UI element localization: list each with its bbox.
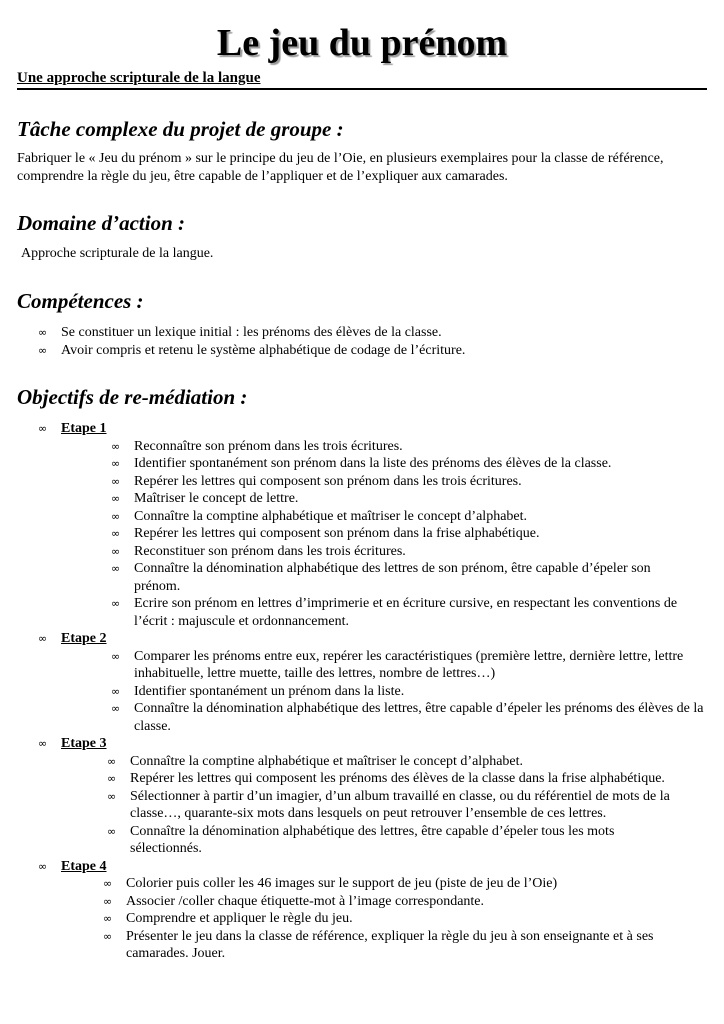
stage-4: [0, 858, 724, 876]
stage-1: [0, 420, 724, 438]
infinity-bullet-icon: ∞: [38, 859, 48, 873]
infinity-bullet-icon: ∞: [107, 789, 117, 803]
list-item: ∞ Reconnaître son prénom dans les trois écritures.: [111, 438, 403, 454]
domain-text: Approche scripturale de la langue.: [21, 246, 214, 261]
document-subtitle: Une approche scripturale de la langue: [17, 69, 707, 90]
list-item: ∞ Repérer les lettres qui composent les prénoms des élèves de la classe dans la frise alphabétique.: [107, 771, 665, 786]
list-item: ∞ Connaître la comptine alphabétique et maîtriser le concept d’alphabet.: [107, 753, 524, 769]
stage-label: Etape 1: [61, 421, 107, 436]
infinity-bullet-icon: ∞: [103, 929, 113, 943]
task-heading: Tâche complexe du projet de groupe :: [17, 117, 344, 141]
skills-list: [0, 324, 724, 359]
infinity-bullet-icon: ∞: [103, 912, 113, 925]
document-title: Le jeu du prénom: [216, 22, 508, 64]
infinity-bullet-icon: ∞: [111, 509, 121, 523]
list-item: ∞ Connaître la dénomination alphabétique des lettres, être capable d’épeler tous les mots sélectionnés.: [107, 823, 615, 856]
infinity-bullet-icon: ∞: [111, 649, 121, 663]
infinity-bullet-icon: ∞: [111, 457, 121, 470]
task-text: Fabriquer le « Jeu du prénom » sur le principe du jeu de l’Oie, en plusieurs exemplaires pour la classe de référence, comprendre la règle du jeu, être capable de l’appliquer et de l’expliquer aux camarades.: [17, 151, 664, 184]
infinity-bullet-icon: ∞: [111, 562, 121, 575]
infinity-bullet-icon: ∞: [111, 597, 121, 610]
list-item: ∞ Avoir compris et retenu le système alphabétique de codage de l’écriture.: [38, 342, 466, 358]
list-item: ∞ Connaître la comptine alphabétique et maîtriser le concept d’alphabet.: [111, 508, 528, 524]
list-item: ∞ Sélectionner à partir d’un imagier, d’un album travaillé en classe, ou du référentiel de mots de la classe…, quarante-six mots dans lesquels on peut retrouver l’ensemble de ces lettres.: [107, 788, 670, 821]
domain-heading: Domaine d’action :: [17, 211, 185, 235]
infinity-bullet-icon: ∞: [111, 702, 121, 715]
stage-2: [0, 630, 724, 648]
list-item: ∞ Comparer les prénoms entre eux, repérer les caractéristiques (première lettre, dernière lettre, lettre inhabituelle, lettre muette, taille des lettres, nombre de lettres…): [111, 648, 684, 681]
infinity-bullet-icon: ∞: [38, 422, 48, 435]
list-item: ∞ Maîtriser le concept de lettre.: [111, 491, 299, 506]
infinity-bullet-icon: ∞: [111, 544, 121, 558]
list-item: ∞ Présenter le jeu dans la classe de référence, expliquer la règle du jeu à son enseignante et à ses camarades. Jouer.: [103, 928, 654, 961]
infinity-bullet-icon: ∞: [111, 527, 121, 540]
list-item: ∞ Connaître la dénomination alphabétique des lettres, être capable d’épeler les prénoms des élèves de la classe.: [111, 701, 704, 734]
infinity-bullet-icon: ∞: [38, 737, 48, 750]
infinity-bullet-icon: ∞: [107, 754, 117, 768]
list-item: ∞ Reconstituer son prénom dans les trois écritures.: [111, 543, 406, 559]
infinity-bullet-icon: ∞: [107, 772, 117, 785]
infinity-bullet-icon: ∞: [111, 474, 121, 488]
list-item: ∞ Repérer les lettres qui composent son prénom dans la frise alphabétique.: [111, 526, 540, 541]
infinity-bullet-icon: ∞: [111, 439, 121, 453]
objectives-list: [0, 420, 724, 963]
list-item: ∞ Colorier puis coller les 46 images sur le support de jeu (piste de jeu de l’Oie): [103, 876, 558, 891]
infinity-bullet-icon: ∞: [38, 343, 48, 357]
stage-label: Etape 4: [61, 858, 107, 874]
list-item: ∞ Associer /coller chaque étiquette-mot à l’image correspondante.: [103, 893, 485, 909]
stage-label: Etape 3: [61, 736, 107, 751]
infinity-bullet-icon: ∞: [103, 877, 113, 890]
infinity-bullet-icon: ∞: [111, 684, 121, 698]
infinity-bullet-icon: ∞: [111, 492, 121, 505]
list-item: ∞ Repérer les lettres qui composent son prénom dans les trois écritures.: [111, 473, 522, 489]
skills-heading: Compétences :: [17, 289, 144, 313]
list-item: ∞ Se constituer un lexique initial : les prénoms des élèves de la classe.: [38, 325, 442, 340]
objectives-heading: Objectifs de re-médiation :: [17, 385, 248, 409]
list-item: ∞ Ecrire son prénom en lettres d’imprimerie et en écriture cursive, en respectant les conventions de l’écrit : majuscule et ordonnancement.: [111, 596, 678, 629]
infinity-bullet-icon: ∞: [38, 632, 48, 645]
list-item: ∞ Identifier spontanément son prénom dans la liste des prénoms des élèves de la classe.: [111, 456, 612, 471]
list-item: ∞ Identifier spontanément un prénom dans la liste.: [111, 683, 405, 699]
stage-label: Etape 2: [61, 631, 107, 646]
list-item: ∞ Comprendre et appliquer le règle du jeu.: [103, 911, 353, 926]
infinity-bullet-icon: ∞: [38, 326, 48, 339]
list-item: ∞ Connaître la dénomination alphabétique des lettres de son prénom, être capable d’épeler son prénom.: [111, 561, 651, 594]
stage-3: [0, 735, 724, 753]
infinity-bullet-icon: ∞: [103, 894, 113, 908]
infinity-bullet-icon: ∞: [107, 824, 117, 838]
